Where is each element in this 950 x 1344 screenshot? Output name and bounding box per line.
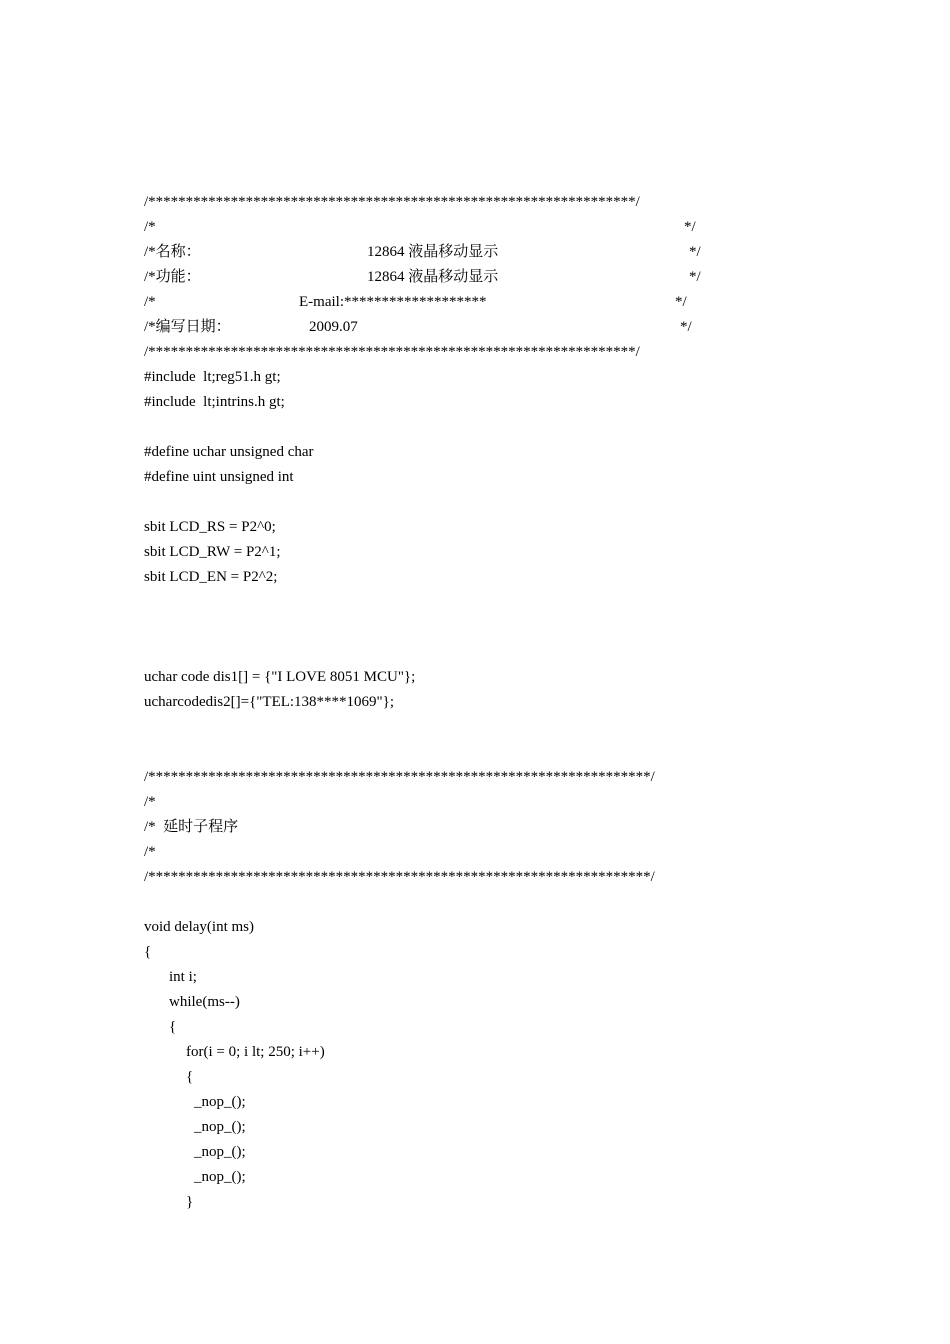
delay-comment-border-top: /*******************************************************************/ xyxy=(144,769,655,785)
string-decl-line: ucharcodedis2[]={"TEL:138****1069"}; xyxy=(144,694,395,710)
include-line: #include lt;reg51.h gt; xyxy=(144,369,281,385)
comment-close: */ xyxy=(675,294,687,310)
nop-statement: _nop_(); xyxy=(194,1169,246,1185)
for-statement: for(i = 0; i lt; 250; i++) xyxy=(186,1044,325,1060)
blank-line xyxy=(144,740,764,765)
delay-comment-blank: /* xyxy=(144,844,156,860)
name-label: /*名称： xyxy=(144,244,201,260)
header-border-top: /*****************************************************************/ xyxy=(144,194,640,210)
comment-close: */ xyxy=(689,269,701,285)
header-email-line xyxy=(144,290,764,315)
name-value: 12864 液晶移动显示 xyxy=(367,244,499,260)
function-label: /*功能： xyxy=(144,269,201,285)
header-date-line xyxy=(144,315,764,340)
variable-declaration: int i; xyxy=(169,969,197,985)
header-function-line xyxy=(144,265,764,290)
nop-statement: _nop_(); xyxy=(194,1144,246,1160)
include-line: #include lt;intrins.h gt; xyxy=(144,394,285,410)
brace-open: { xyxy=(169,1019,177,1035)
brace-open: { xyxy=(186,1069,194,1085)
blank-line xyxy=(144,615,764,640)
sbit-line: sbit LCD_RS = P2^0; xyxy=(144,519,276,535)
function-value: 12864 液晶移动显示 xyxy=(367,269,499,285)
blank-line xyxy=(144,890,764,915)
brace-open: { xyxy=(144,944,152,960)
delay-comment-border-bottom: /*******************************************************************/ xyxy=(144,869,655,885)
brace-close: } xyxy=(186,1194,194,1210)
source-code xyxy=(144,190,764,1215)
while-statement: while(ms--) xyxy=(169,994,240,1010)
nop-statement: _nop_(); xyxy=(194,1119,246,1135)
date-label: /*编写日期： xyxy=(144,319,231,335)
comment-open: /* xyxy=(144,219,156,235)
email-value: E-mail:******************* xyxy=(299,294,487,310)
string-decl-line: uchar code dis1[] = {"I LOVE 8051 MCU"}; xyxy=(144,669,416,685)
sbit-line: sbit LCD_EN = P2^2; xyxy=(144,569,278,585)
function-signature: void delay(int ms) xyxy=(144,919,254,935)
delay-comment-title: /* 延时子程序 xyxy=(144,819,239,835)
define-line: #define uchar unsigned char xyxy=(144,444,314,460)
comment-close: */ xyxy=(689,244,701,260)
comment-open: /* xyxy=(144,294,156,310)
blank-line xyxy=(144,715,764,740)
header-border-bottom: /*****************************************************************/ xyxy=(144,344,640,360)
header-blank-line xyxy=(144,215,764,240)
comment-close: */ xyxy=(684,219,696,235)
blank-line xyxy=(144,640,764,665)
define-line: #define uint unsigned int xyxy=(144,469,294,485)
date-value: 2009.07 xyxy=(309,319,358,335)
comment-close: */ xyxy=(680,319,692,335)
sbit-line: sbit LCD_RW = P2^1; xyxy=(144,544,281,560)
blank-line xyxy=(144,415,764,440)
blank-line xyxy=(144,590,764,615)
nop-statement: _nop_(); xyxy=(194,1094,246,1110)
header-name-line xyxy=(144,240,764,265)
blank-line xyxy=(144,490,764,515)
delay-comment-blank: /* xyxy=(144,794,156,810)
